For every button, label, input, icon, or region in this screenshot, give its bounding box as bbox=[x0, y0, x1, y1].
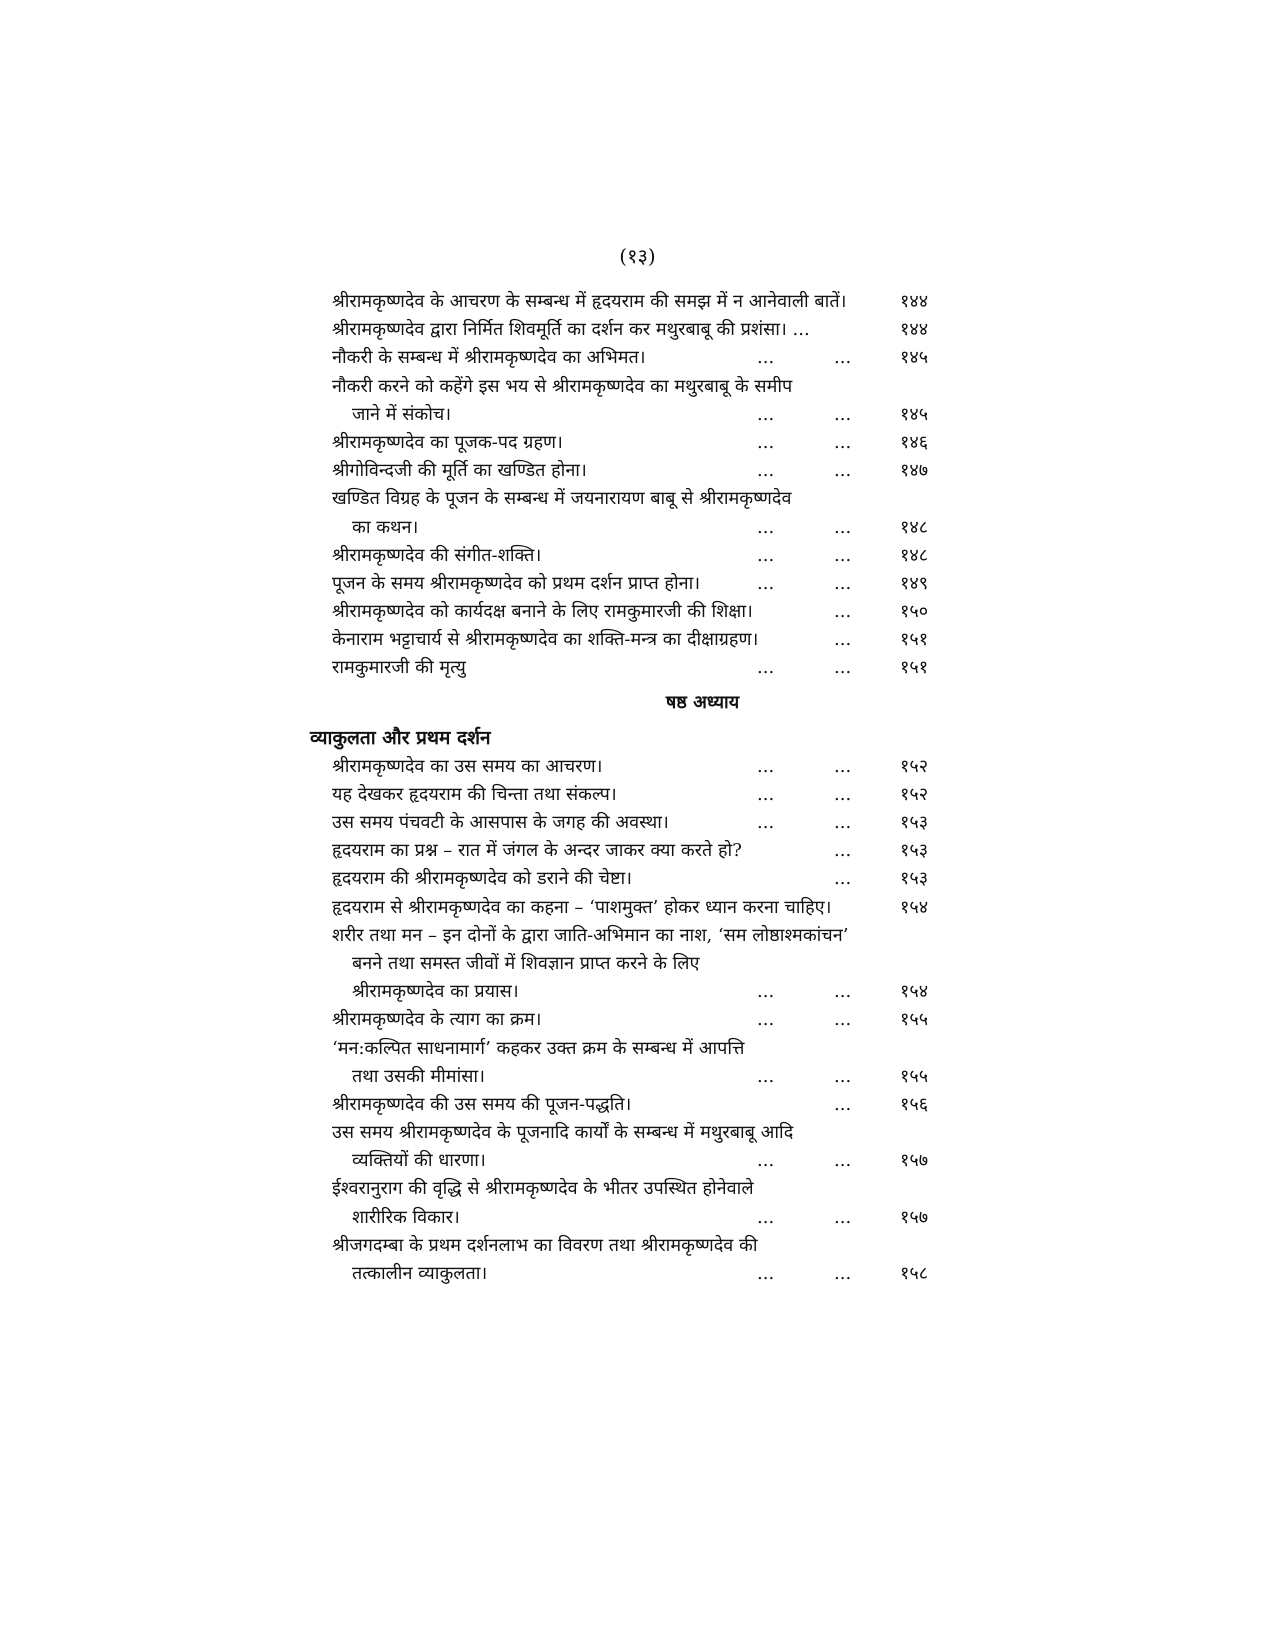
toc-entry-text: श्रीरामकृष्णदेव के त्याग का क्रम। bbox=[332, 1009, 542, 1031]
toc-entry bbox=[0, 1260, 1275, 1288]
toc-entry-text: हृदयराम का प्रश्न – रात में जंगल के अन्दर जाकर क्या करते हो? bbox=[332, 840, 742, 862]
toc-entry-text: हृदयराम की श्रीरामकृष्णदेव को डराने की चेष्टा। bbox=[332, 868, 632, 890]
toc-entry-text: श्रीजगदम्बा के प्रथम दर्शनलाभ का विवरण तथा श्रीरामकृष्णदेव की bbox=[332, 1234, 758, 1256]
toc-entry-page: १४४ bbox=[900, 291, 929, 312]
toc-leader-dots: ... bbox=[834, 868, 852, 890]
toc-leader-dots: ... bbox=[834, 1206, 852, 1228]
toc-leader-dots: ... bbox=[834, 629, 852, 651]
toc-entry-text: तत्कालीन व्याकुलता। bbox=[352, 1263, 488, 1284]
table-of-contents bbox=[0, 288, 1275, 1288]
toc-entry-page: १५६ bbox=[900, 1093, 929, 1115]
toc-entry-page: १४५ bbox=[900, 347, 929, 369]
toc-entry bbox=[0, 373, 1275, 401]
toc-entry-page: १५३ bbox=[900, 840, 929, 862]
toc-entry bbox=[0, 978, 1275, 1006]
toc-leader-dots: ... bbox=[757, 431, 775, 453]
toc-entry bbox=[0, 837, 1275, 865]
toc-entry bbox=[0, 809, 1275, 837]
toc-leader-dots: ... bbox=[834, 1263, 852, 1284]
toc-leader-dots: ... bbox=[757, 460, 775, 482]
toc-entry bbox=[0, 542, 1275, 570]
toc-leader-dots: ... bbox=[834, 516, 852, 538]
toc-entry bbox=[0, 626, 1275, 654]
toc-leader-dots: ... bbox=[757, 783, 775, 805]
toc-entry-text: केनाराम भट्टाचार्य से श्रीरामकृष्णदेव का शक्ति-मन्त्र का दीक्षाग्रहण। bbox=[332, 629, 759, 651]
toc-entry bbox=[0, 950, 1275, 978]
toc-entry bbox=[0, 570, 1275, 598]
toc-leader-dots: ... bbox=[757, 1065, 775, 1087]
toc-entry-page: १५७ bbox=[900, 1206, 929, 1228]
toc-entry bbox=[0, 1006, 1275, 1034]
toc-entry bbox=[0, 894, 1275, 922]
toc-leader-dots: ... bbox=[757, 657, 775, 679]
toc-entry-text: नौकरी के सम्बन्ध में श्रीरामकृष्णदेव का अभिमत। bbox=[332, 347, 646, 369]
toc-entry-text: शरीर तथा मन – इन दोनों के द्वारा जाति-अभिमान का नाश, ‘सम लोष्ठाश्मकांचन’ bbox=[332, 924, 849, 946]
toc-entry bbox=[0, 1204, 1275, 1232]
toc-entry-page: १४६ bbox=[900, 431, 929, 453]
toc-entry-page: १५० bbox=[900, 601, 929, 623]
toc-entry bbox=[0, 753, 1275, 781]
toc-leader-dots: ... bbox=[834, 1065, 852, 1087]
toc-entry bbox=[0, 344, 1275, 372]
toc-leader-dots: ... bbox=[757, 516, 775, 538]
toc-leader-dots: ... bbox=[834, 601, 852, 623]
toc-entry-page: १४४ bbox=[900, 319, 929, 341]
toc-entry-text: तथा उसकी मीमांसा। bbox=[352, 1065, 485, 1087]
toc-entry-page: १४८ bbox=[900, 516, 929, 538]
toc-entry-text: रामकुमारजी की मृत्यु bbox=[332, 657, 466, 679]
toc-entry-text: श्रीरामकृष्णदेव की उस समय की पूजन-पद्धति। bbox=[332, 1093, 632, 1115]
toc-entry bbox=[0, 781, 1275, 809]
toc-leader-dots: ... bbox=[757, 1009, 775, 1031]
toc-entry-page: १५८ bbox=[900, 1263, 929, 1284]
toc-leader-dots: ... bbox=[834, 812, 852, 833]
toc-entry-text: उस समय श्रीरामकृष्णदेव के पूजनादि कार्यों के सम्बन्ध में मथुरबाबू आदि bbox=[332, 1122, 794, 1144]
toc-leader-dots: ... bbox=[757, 1206, 775, 1228]
toc-entry-page: १४८ bbox=[900, 544, 929, 566]
toc-entry-text: श्रीरामकृष्णदेव को कार्यदक्ष बनाने के लिए रामकुमारजी की शिक्षा। bbox=[332, 601, 753, 623]
toc-entry-page: १५४ bbox=[900, 981, 929, 1003]
toc-entry bbox=[0, 654, 1275, 682]
toc-entry-text: श्रीरामकृष्णदेव का पूजक-पद ग्रहण। bbox=[332, 431, 563, 453]
toc-entry-page: १५५ bbox=[900, 1065, 929, 1087]
toc-entry bbox=[0, 1063, 1275, 1091]
toc-entry-text: ‘मन:कल्पित साधनामार्ग’ कहकर उक्त क्रम के सम्बन्ध में आपत्ति bbox=[332, 1037, 745, 1059]
toc-entry-text: जाने में संकोच। bbox=[352, 403, 452, 425]
toc-entry-page: १५२ bbox=[900, 783, 929, 805]
toc-entry bbox=[0, 865, 1275, 893]
toc-leader-dots: ... bbox=[834, 403, 852, 425]
toc-entry-text: बनने तथा समस्त जीवों में शिवज्ञान प्राप्त करने के लिए bbox=[352, 952, 700, 974]
toc-entry-page: १५३ bbox=[900, 812, 929, 833]
toc-leader-dots: ... bbox=[757, 755, 775, 777]
toc-leader-dots: ... bbox=[757, 1263, 775, 1284]
toc-entry-text: खण्डित विग्रह के पूजन के सम्बन्ध में जयनारायण बाबू से श्रीरामकृष्णदेव bbox=[332, 488, 792, 510]
toc-entry bbox=[0, 1175, 1275, 1203]
toc-leader-dots: ... bbox=[757, 812, 775, 833]
toc-entry-page: १५४ bbox=[900, 896, 929, 918]
toc-entry bbox=[0, 922, 1275, 950]
toc-entry bbox=[0, 401, 1275, 429]
toc-entry-page: १५५ bbox=[900, 1009, 929, 1031]
toc-entry-page: १४९ bbox=[900, 572, 929, 594]
toc-entry-text: ईश्वरानुराग की वृद्धि से श्रीरामकृष्णदेव के भीतर उपस्थित होनेवाले bbox=[332, 1178, 754, 1200]
toc-group-1 bbox=[0, 288, 1275, 683]
toc-leader-dots: ... bbox=[834, 755, 852, 777]
toc-leader-dots: ... bbox=[757, 544, 775, 566]
toc-entry-text: पूजन के समय श्रीरामकृष्णदेव को प्रथम दर्शन प्राप्त होना। bbox=[332, 572, 701, 594]
toc-leader-dots: ... bbox=[834, 1150, 852, 1172]
toc-entry-page: १५७ bbox=[900, 1150, 929, 1172]
toc-leader-dots: ... bbox=[834, 431, 852, 453]
toc-entry bbox=[0, 429, 1275, 457]
toc-leader-dots: ... bbox=[757, 1150, 775, 1172]
toc-entry-text: का कथन। bbox=[352, 516, 419, 538]
toc-entry-text: श्रीरामकृष्णदेव के आचरण के सम्बन्ध में हृदयराम की समझ में न आनेवाली बातें। bbox=[332, 291, 847, 312]
toc-entry-text: शारीरिक विकार। bbox=[352, 1206, 460, 1228]
toc-entry bbox=[0, 598, 1275, 626]
toc-entry-text: श्रीरामकृष्णदेव का उस समय का आचरण। bbox=[332, 755, 603, 777]
toc-leader-dots: ... bbox=[834, 1009, 852, 1031]
toc-entry bbox=[0, 514, 1275, 542]
toc-entry bbox=[0, 1091, 1275, 1119]
toc-entry bbox=[0, 1035, 1275, 1063]
toc-group-2 bbox=[0, 753, 1275, 1289]
toc-leader-dots: ... bbox=[834, 657, 852, 679]
toc-leader-dots: ... bbox=[834, 1093, 852, 1115]
section-heading bbox=[0, 723, 1275, 753]
toc-entry-page: १५२ bbox=[900, 755, 929, 777]
toc-leader-dots: ... bbox=[834, 347, 852, 369]
toc-leader-dots: ... bbox=[757, 347, 775, 369]
chapter-heading: षष्ठ अध्याय bbox=[665, 691, 740, 713]
toc-entry-text: श्रीरामकृष्णदेव का प्रयास। bbox=[352, 981, 519, 1003]
toc-leader-dots: ... bbox=[834, 460, 852, 482]
toc-entry-text: श्रीगोविन्दजी की मूर्ति का खण्डित होना। bbox=[332, 460, 587, 482]
toc-leader-dots: ... bbox=[834, 840, 852, 862]
toc-entry bbox=[0, 1232, 1275, 1260]
toc-entry-page: १५१ bbox=[900, 657, 929, 679]
toc-entry-text: उस समय पंचवटी के आसपास के जगह की अवस्था। bbox=[332, 812, 669, 833]
toc-entry bbox=[0, 485, 1275, 513]
page-number: (१३) bbox=[619, 244, 656, 268]
toc-entry bbox=[0, 1147, 1275, 1175]
toc-entry-page: १४७ bbox=[900, 460, 929, 482]
toc-entry-text: श्रीरामकृष्णदेव की संगीत-शक्ति। bbox=[332, 544, 542, 566]
toc-entry-page: १५३ bbox=[900, 868, 929, 890]
toc-leader-dots: ... bbox=[757, 403, 775, 425]
toc-entry-page: १४५ bbox=[900, 403, 929, 425]
toc-entry bbox=[0, 288, 1275, 316]
toc-entry-text: श्रीरामकृष्णदेव द्वारा निर्मित शिवमूर्ति का दर्शन कर मथुरबाबू की प्रशंसा। ... bbox=[332, 319, 810, 341]
section-heading-text: व्याकुलता और प्रथम दर्शन bbox=[310, 726, 491, 749]
toc-leader-dots: ... bbox=[757, 572, 775, 594]
toc-entry bbox=[0, 1119, 1275, 1147]
toc-leader-dots: ... bbox=[834, 981, 852, 1003]
toc-leader-dots: ... bbox=[834, 783, 852, 805]
toc-entry-text: नौकरी करने को कहेंगे इस भय से श्रीरामकृष्णदेव का मथुरबाबू के समीप bbox=[332, 375, 793, 397]
toc-entry-text: हृदयराम से श्रीरामकृष्णदेव का कहना – ‘पाशमुक्त’ होकर ध्यान करना चाहिए। bbox=[332, 896, 832, 918]
toc-entry bbox=[0, 457, 1275, 485]
toc-entry-page: १५१ bbox=[900, 629, 929, 651]
toc-entry-text: यह देखकर हृदयराम की चिन्ता तथा संकल्प। bbox=[332, 783, 617, 805]
toc-entry bbox=[0, 316, 1275, 344]
toc-leader-dots: ... bbox=[834, 544, 852, 566]
toc-leader-dots: ... bbox=[757, 981, 775, 1003]
toc-leader-dots: ... bbox=[834, 572, 852, 594]
toc-entry-text: व्यक्तियों की धारणा। bbox=[352, 1150, 486, 1172]
